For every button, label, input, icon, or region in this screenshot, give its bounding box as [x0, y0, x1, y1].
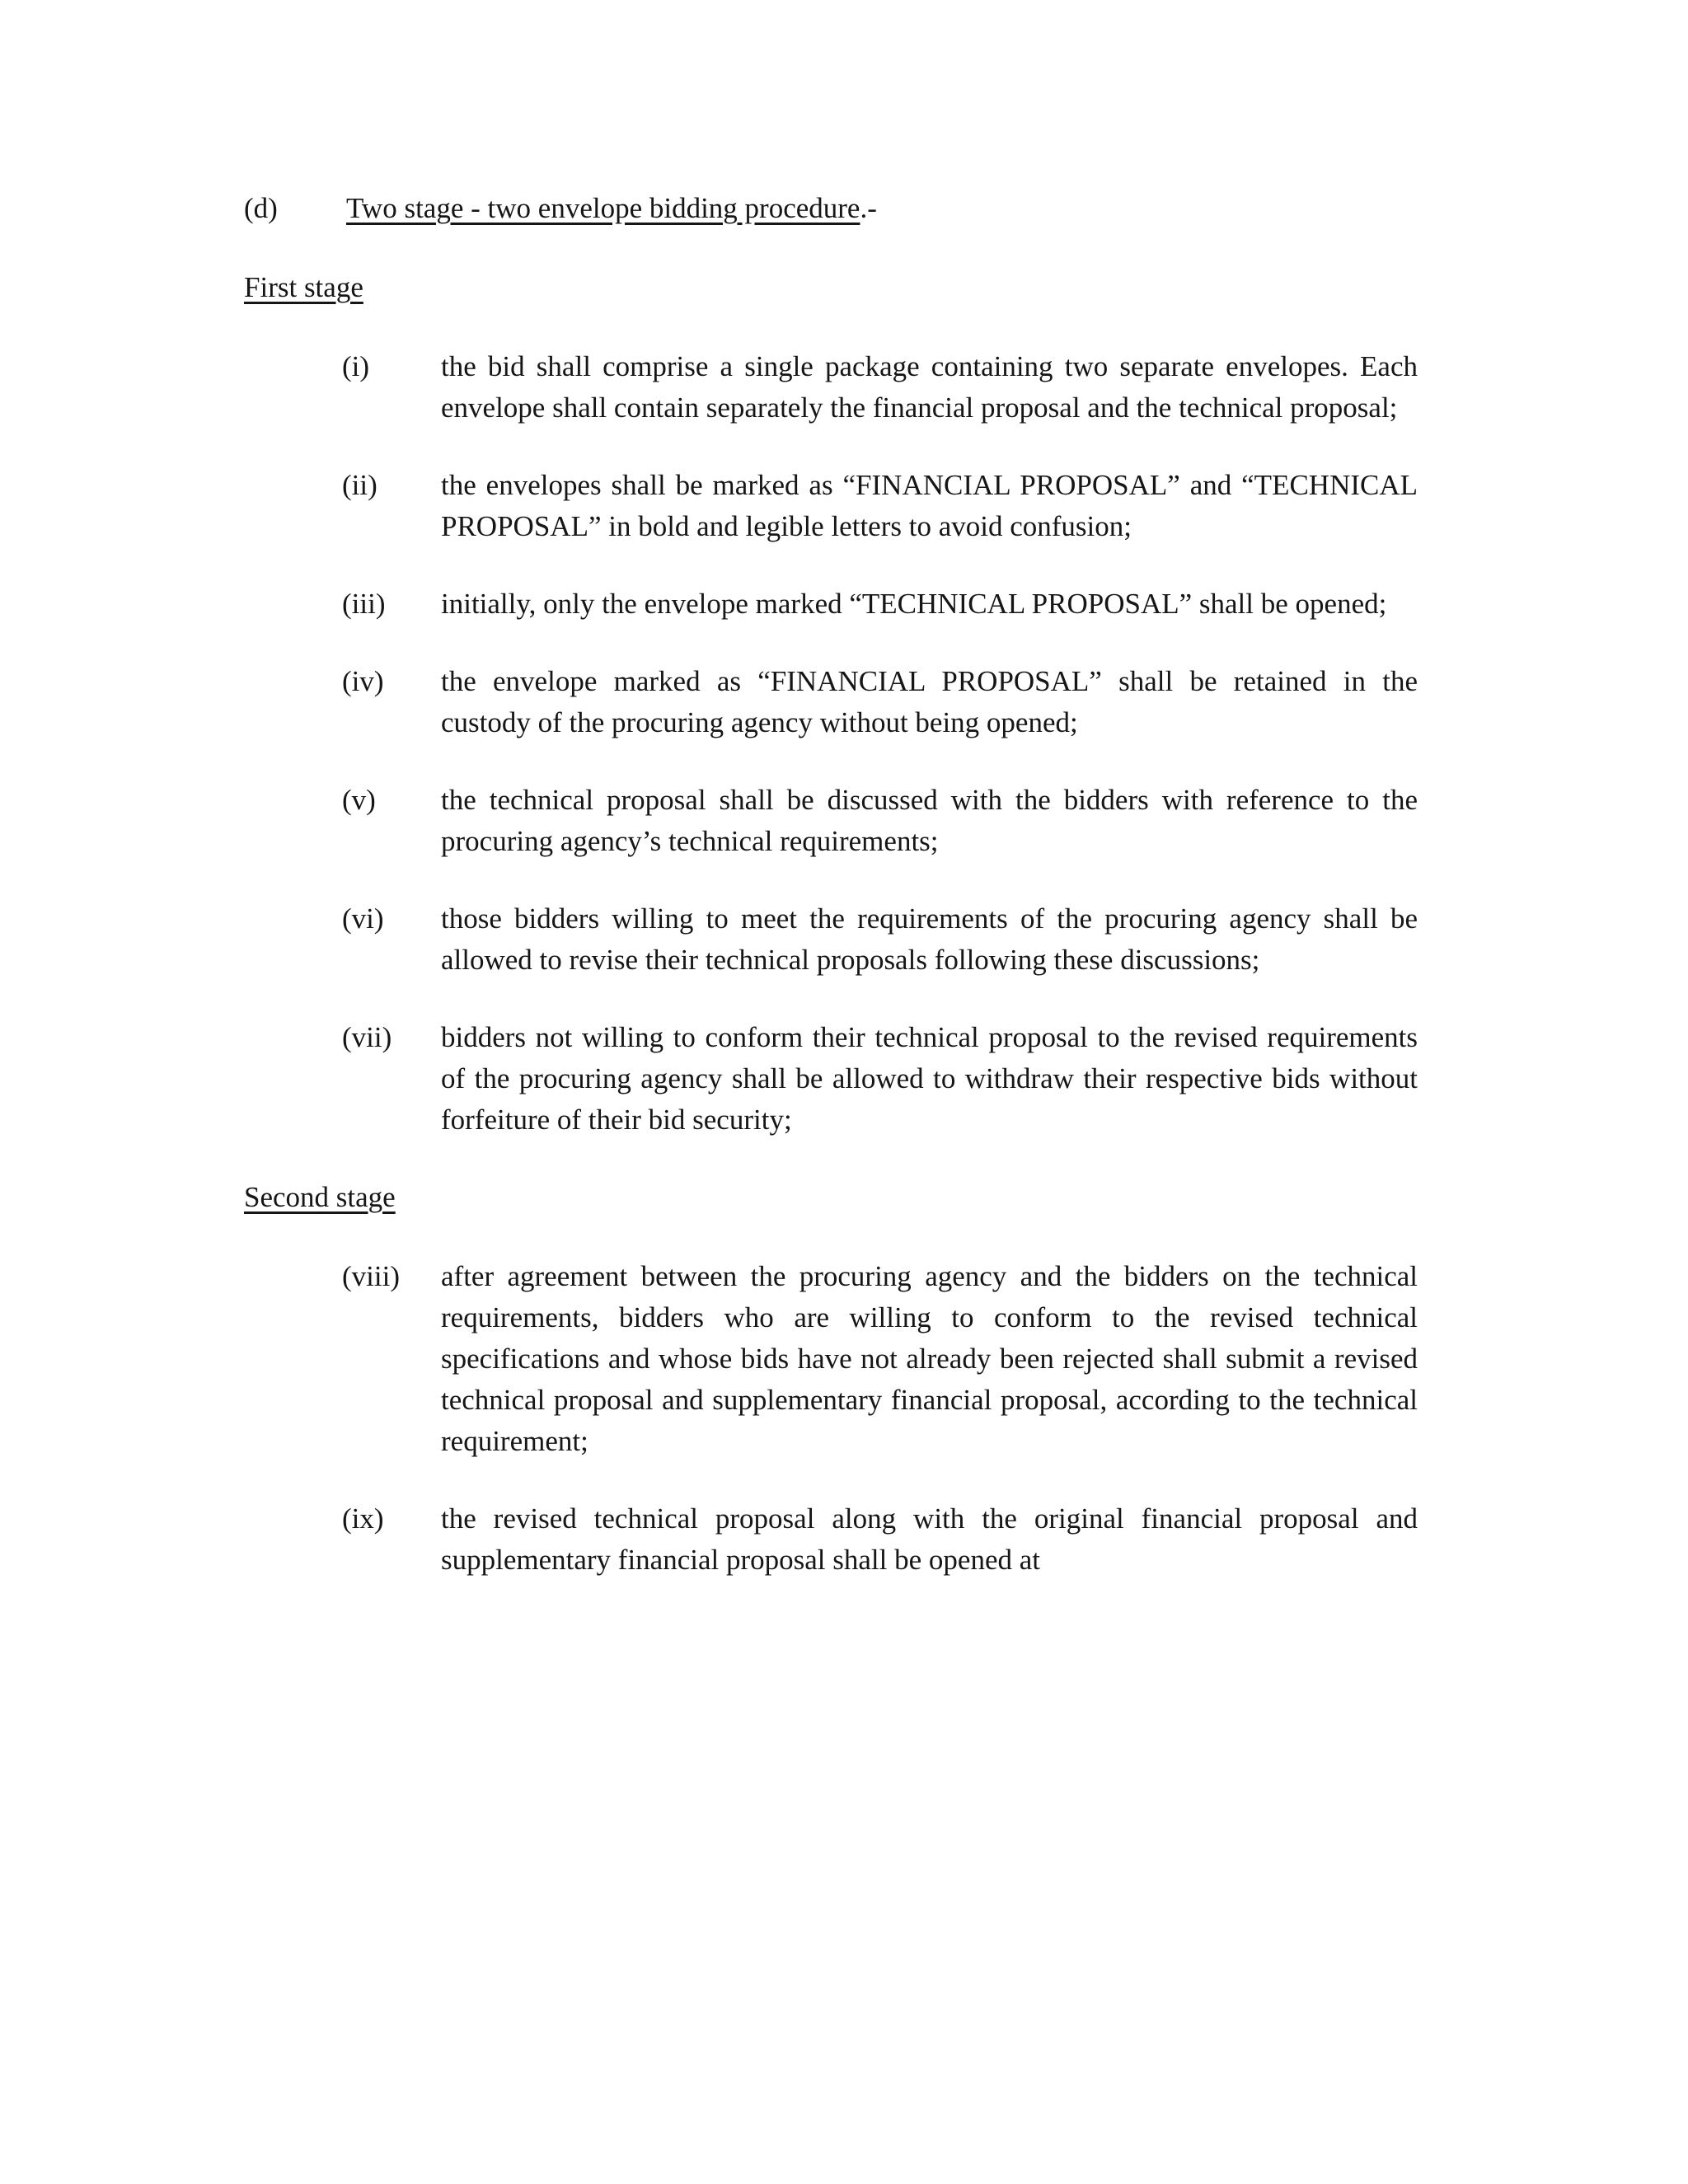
item-text: the revised technical proposal along with the original financial proposal and supplementary financial proposal shall be opened at [441, 1502, 1418, 1576]
clause-title-suffix: .- [860, 192, 877, 224]
item-number: (ii) [342, 469, 377, 501]
clause-title: Two stage - two envelope bidding procedure [346, 192, 860, 224]
item-text: bidders not willing to conform their technical proposal to the revised requirements of the procuring agency shall be allowed to withdraw their respective bids without forfeiture of their bid security; [441, 1021, 1418, 1136]
list-item [342, 583, 1418, 625]
section-title-first-stage: First stage [244, 271, 363, 303]
clause-heading [244, 188, 1418, 229]
clause-label: (d) [244, 192, 278, 224]
item-number: (vii) [342, 1021, 392, 1053]
item-number: (iv) [342, 665, 384, 697]
item-number: (ix) [342, 1502, 384, 1535]
item-text: initially, only the envelope marked “TECHNICAL PROPOSAL” shall be opened; [441, 588, 1387, 620]
item-number: (i) [342, 350, 370, 382]
item-text: the envelopes shall be marked as “FINANCIAL PROPOSAL” and “TECHNICAL PROPOSAL” in bold and legible letters to avoid confusion; [441, 469, 1418, 542]
list-item [342, 661, 1418, 743]
list-item [342, 1256, 1418, 1462]
item-number: (iii) [342, 588, 386, 620]
item-number: (vi) [342, 902, 384, 935]
list-item [342, 346, 1418, 429]
list-item [342, 1498, 1418, 1581]
list-item [342, 1017, 1418, 1141]
list-item [342, 898, 1418, 981]
item-number: (viii) [342, 1260, 400, 1292]
list-item [342, 465, 1418, 547]
item-text: the bid shall comprise a single package containing two separate envelopes. Each envelope shall contain separately the financial proposal and the technical proposal; [441, 350, 1418, 424]
item-text: after agreement between the procuring agency and the bidders on the technical requirements, bidders who are willing to conform to the revised technical specifications and whose bids have not already been rejected shall submit a revised technical proposal and supplementary financial proposal, according to the technical requirement; [441, 1260, 1418, 1457]
item-text: the envelope marked as “FINANCIAL PROPOSAL” shall be retained in the custody of the procuring agency without being opened; [441, 665, 1418, 738]
list-item [342, 780, 1418, 862]
section-title-second-stage: Second stage [244, 1181, 396, 1213]
item-number: (v) [342, 784, 376, 816]
item-text: those bidders willing to meet the requirements of the procuring agency shall be allowed to revise their technical proposals following these discussions; [441, 902, 1418, 976]
item-text: the technical proposal shall be discussed with the bidders with reference to the procuring agency’s technical requirements; [441, 784, 1418, 857]
